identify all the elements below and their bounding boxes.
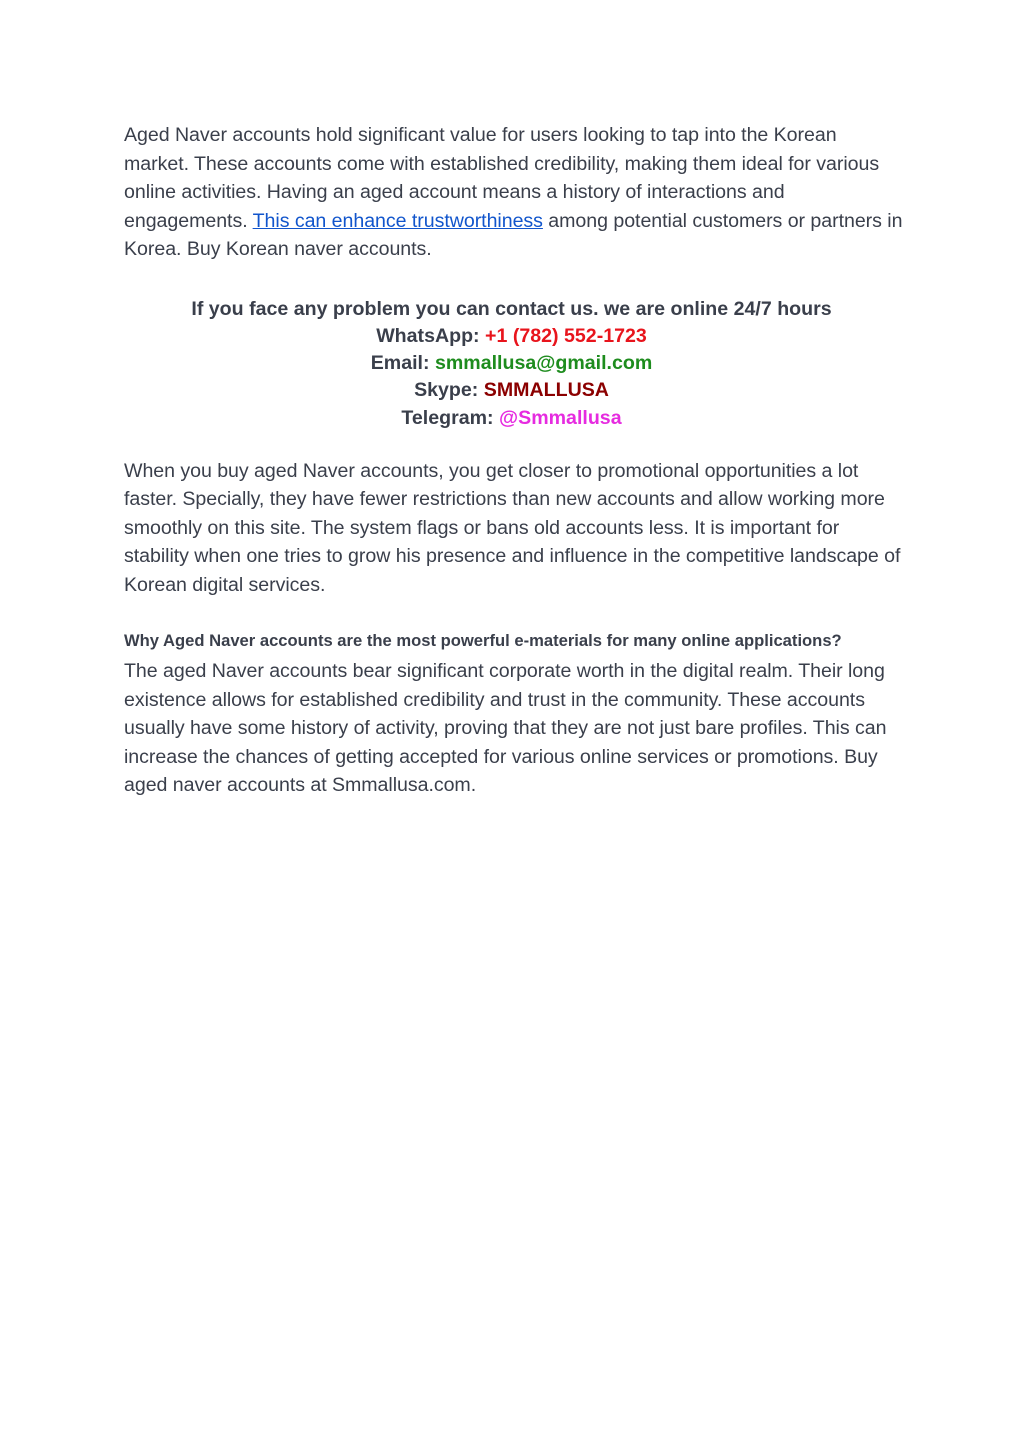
trustworthiness-link[interactable]: This can enhance trustworthiness (252, 209, 543, 232)
benefits-paragraph: When you buy aged Naver accounts, you get closer to promotional opportunities a lot faster. Specially, they have fewer restrictions than new accounts and allow working more smoothly on this site. The system flags or bans old accounts less. It is important for stability when one tries to grow his presence and influence in the competitive landscape of Korean digital services. (124, 459, 901, 596)
section-body-paragraph: The aged Naver accounts bear significant corporate worth in the digital realm. Their long existence allows for established credibility and trust in the community. These accounts usually have some history of activity, proving that they are not just bare profiles. This can increase the chances of getting accepted for various online services or promotions. Buy aged naver accounts at Smmallusa.com. (124, 660, 887, 797)
contact-headline: If you face any problem you can contact us. we are online 24/7 hours (191, 297, 832, 320)
intro-text-after-link: among potential customers or partners in Korea. Buy Korean naver accounts. (124, 209, 903, 260)
email-label: Email: (370, 352, 435, 375)
contact-block (124, 296, 899, 432)
skype-line (124, 377, 899, 404)
telegram-label: Telegram: (401, 406, 500, 429)
whatsapp-label: WhatsApp: (376, 324, 486, 347)
telegram-handle: @Smmallusa (499, 406, 622, 429)
telegram-line (124, 405, 899, 432)
intro-paragraph (124, 121, 904, 264)
whatsapp-line (124, 323, 899, 350)
document-page (124, 121, 904, 800)
skype-label: Skype: (414, 379, 484, 402)
email-address: smmallusa@gmail.com (434, 352, 653, 375)
skype-handle: SMMALLUSA (483, 379, 609, 402)
whatsapp-number: +1 (782) 552-1723 (485, 324, 647, 347)
email-line (124, 350, 899, 377)
section-heading: Why Aged Naver accounts are the most powerful e-materials for many online applications? (124, 631, 842, 651)
intro-text-before-link: Aged Naver accounts hold significant value for users looking to tap into the Korean market. These accounts come with established credibility, making them ideal for various online activities. Having an aged account means a history of interactions and engagements. (124, 124, 880, 232)
